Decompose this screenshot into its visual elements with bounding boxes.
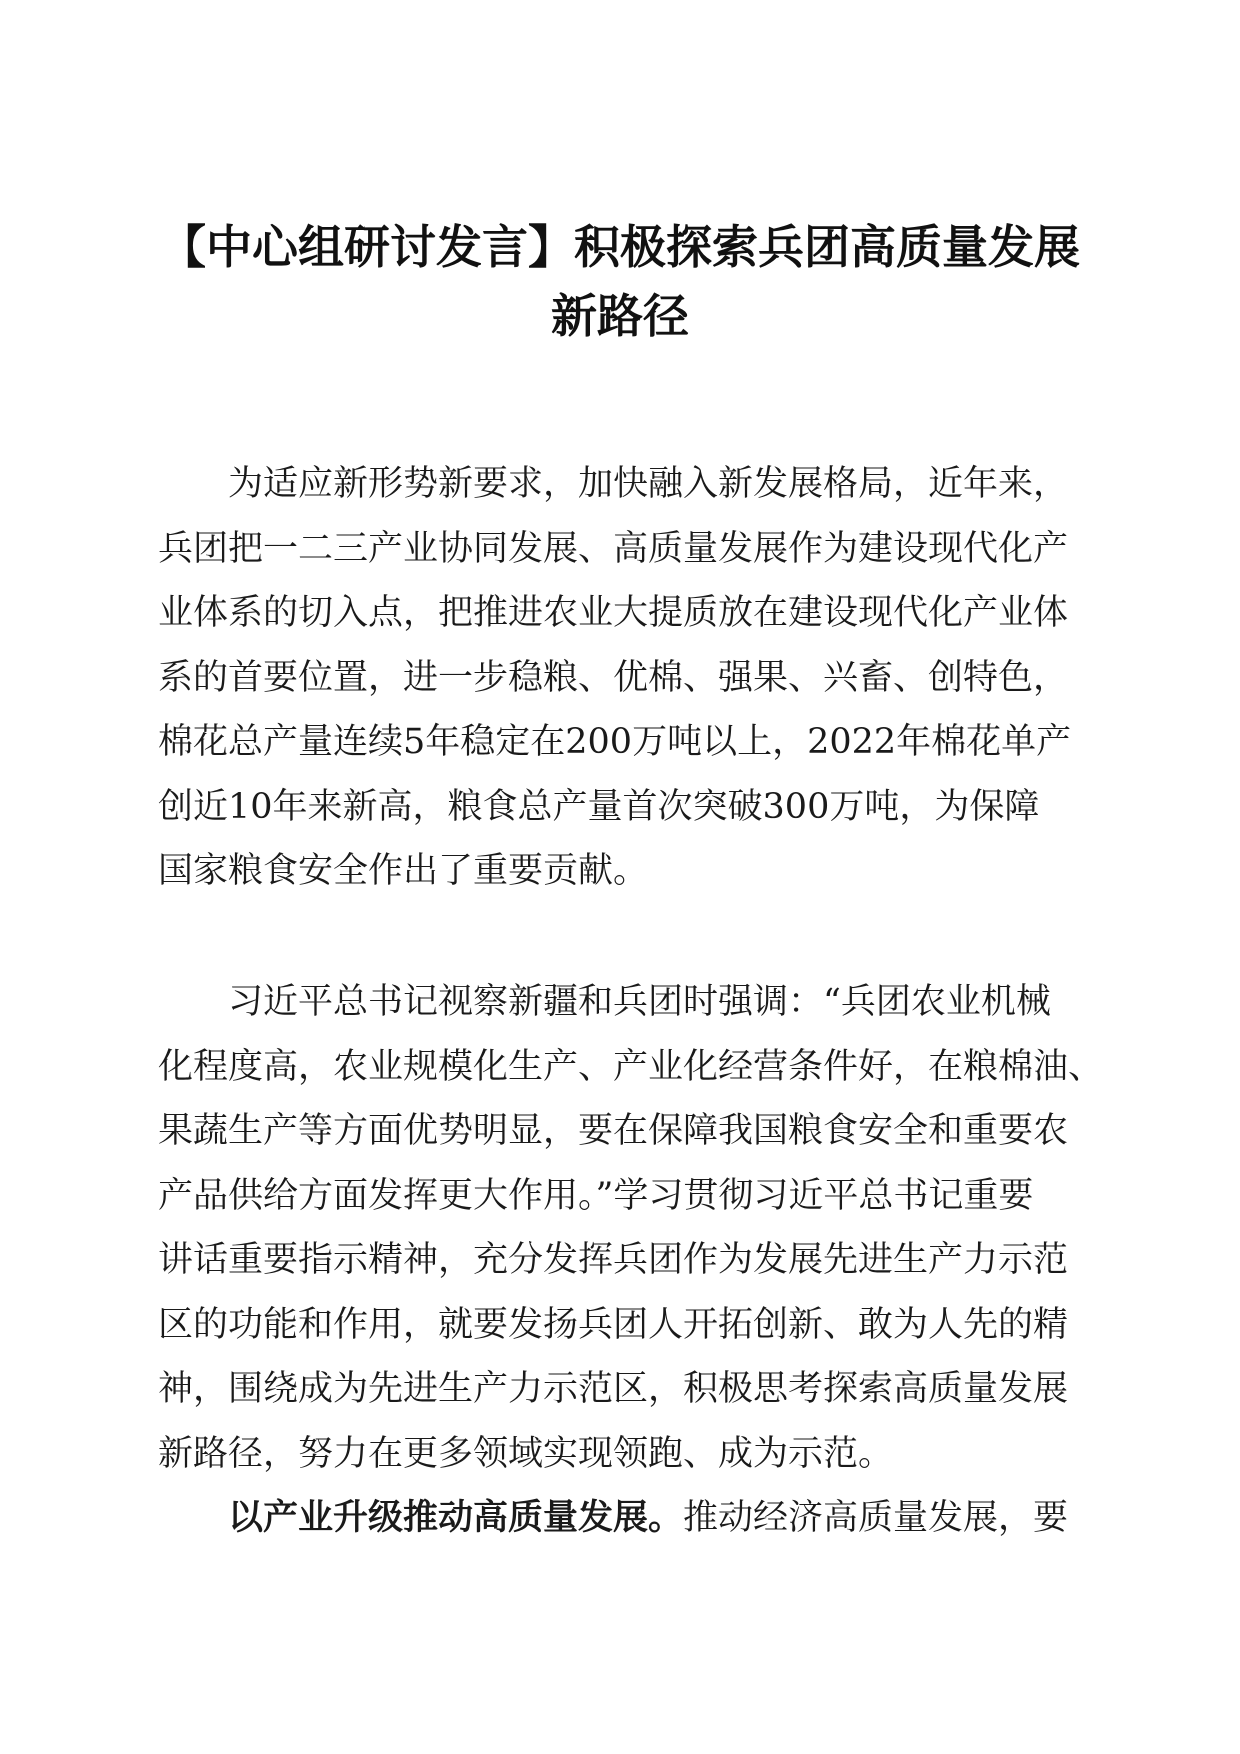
paragraph-1-line-1: 为适应新形势新要求，加快融入新发展格局，近年来， — [228, 464, 1069, 504]
paragraph-2-line-2: 化程度高，农业规模化生产、产业化经营条件好，在粮棉油、 — [158, 1046, 1104, 1087]
paragraph-1 — [158, 452, 1088, 904]
paragraph-3 — [158, 1486, 1088, 1551]
section-heading: 以产业升级推动高质量发展。 — [228, 1498, 684, 1538]
paragraph-1-line-6: 创近10年来新高，粮食总产量首次突破300万吨，为保障 — [158, 786, 1040, 827]
paragraph-2-line-6: 区的功能和作用，就要发扬兵团人开拓创新、敢为人先的精 — [158, 1304, 1069, 1345]
paragraph-1-line-3: 业体系的切入点，把推进农业大提质放在建设现代化产业体 — [158, 593, 1069, 633]
paragraph-2-line-8: 新路径，努力在更多领域实现领跑、成为示范。 — [158, 1433, 894, 1474]
paragraph-1-line-5: 棉花总产量连续5年稳定在200万吨以上，2022年棉花单产 — [158, 722, 1072, 762]
paragraph-1-line-7: 国家粮食安全作出了重要贡献。 — [158, 851, 649, 891]
paragraph-3-text: 推动经济高质量发展，要 — [683, 1498, 1069, 1538]
document-title — [150, 213, 1090, 351]
paragraph-2-line-1: 习近平总书记视察新疆和兵团时强调：“兵团农业机械 — [228, 982, 1051, 1022]
paragraph-1-line-2: 兵团把一二三产业协同发展、高质量发展作为建设现代化产 — [158, 528, 1069, 569]
paragraph-1-line-4: 系的首要位置，进一步稳粮、优棉、强果、兴畜、创特色， — [158, 657, 1069, 698]
paragraph-2 — [158, 970, 1104, 1486]
paragraph-2-line-7: 神，围绕成为先进生产力示范区，积极思考探索高质量发展 — [158, 1369, 1069, 1409]
paragraph-2-line-3: 果蔬生产等方面优势明显，要在保障我国粮食安全和重要农 — [158, 1111, 1069, 1151]
paragraph-2-line-4: 产品供给方面发挥更大作用。”学习贯彻习近平总书记重要 — [158, 1175, 1034, 1216]
title-line-2: 新路径 — [551, 289, 689, 343]
paragraph-3-line-1 — [158, 1486, 1088, 1551]
paragraph-2-line-5: 讲话重要指示精神，充分发挥兵团作为发展先进生产力示范 — [158, 1240, 1069, 1280]
title-line-1: 【中心组研讨发言】积极探索兵团高质量发展 — [160, 220, 1080, 274]
